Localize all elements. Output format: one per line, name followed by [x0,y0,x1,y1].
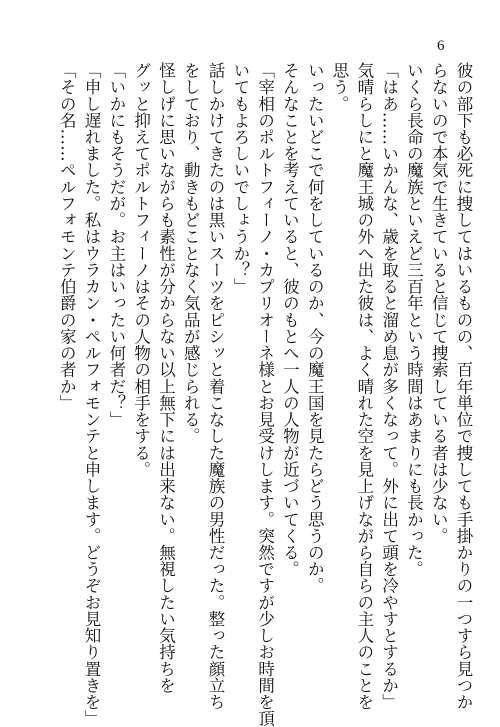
text-line: 怪しげに思いながらも素性が分からない以上無下には出来ない。無視したい気持ちを [156,62,176,694]
text-line: グッと抑えてポルトフィーノはその人物の相手をする。 [131,62,151,478]
text-line: 「いかにもそうだが。お主はいったい何者だ？」 [106,62,126,428]
text-line: 「宰相のポルトフィーノ・カプリオーネ様とお見受けします。突然ですが少しお時間を頂 [255,62,275,727]
text-line: いてもよろしいでしょうか？」 [230,62,250,295]
text-line: 彼の部下も必死に捜してはいるものの、百年単位で捜しても手掛かりの一つすら見つか [454,62,473,711]
text-line: 「その名……ペルフォモンテ伯爵の家の者か」 [57,62,77,412]
text-line: 「はあ……いかんな、歳を取ると溜め息が多くなって。外に出て頭を冷やすとするか」 [379,62,399,711]
text-line: 思う。 [330,62,350,112]
page-number: 6 [437,38,445,54]
text-line: いくら長命の魔族といえど三百年という時間はあまりにも長かった。 [404,62,424,578]
text-line: そんなことを考えていると、彼のもとへ一人の人物が近づいてくる。 [280,62,300,578]
text-line: らないので本気で生きていると信じて捜索している者は少ない。 [429,62,449,544]
vertical-text-body [28,62,475,727]
text-line: 「申し遅れました。私はウラカン・ペルフォモンテと申します。どうぞお見知り置きを」 [82,62,102,727]
text-line: をしており、動きもどことなく気品が感じられる。 [181,62,201,445]
text-line: いったいどこで何をしているのか、今の魔王国を見たらどう思うのか。 [305,62,325,594]
text-line: 気晴らしにと魔王城の外へ出た彼は、よく晴れた空を見上げながら自らの主人のことを [354,62,374,711]
text-line: 話しかけてきたのは黒いスーツをピシッと着こなした魔族の男性だった。整った顔立ち [206,62,226,711]
